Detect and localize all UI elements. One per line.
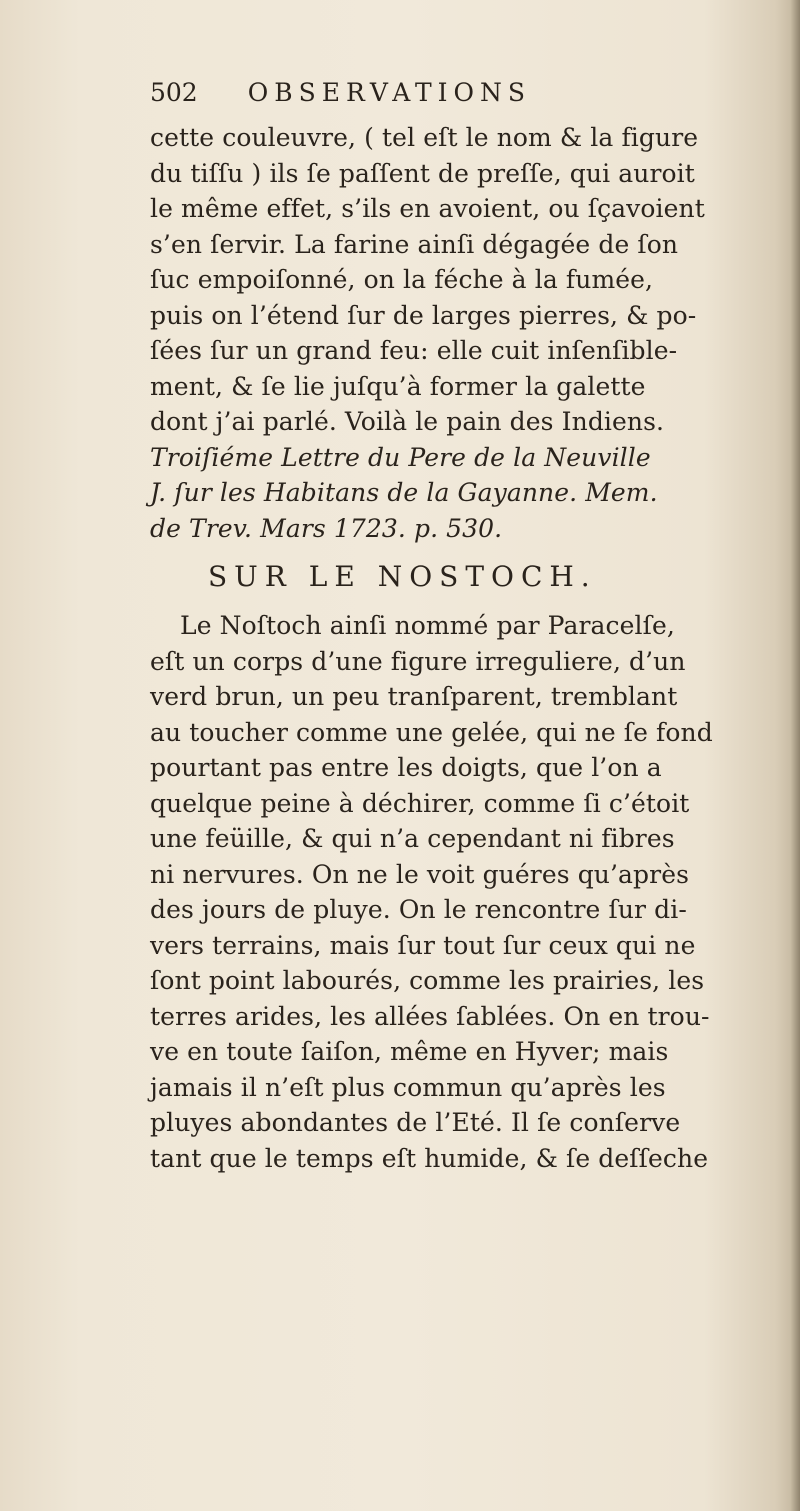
running-head: OBSERVATIONS (247, 78, 531, 107)
text-line: cette couleuvre, ( tel eſt le nom & la figure (150, 123, 699, 152)
text-line: au toucher comme une gelée, qui ne ſe fond (150, 717, 713, 747)
text-line: jamais il n’eſt plus commun qu’après les (150, 1072, 666, 1102)
text-line: verd brun, un peu tranſparent, tremblant (150, 682, 678, 711)
text-line: ſont point labourés, comme les prairies, les (150, 966, 705, 995)
section-title: SUR LE NOSTOCH. (208, 560, 597, 593)
page-header (150, 78, 790, 120)
citation-line: de Trev. Mars 1723. p. 530. (150, 513, 503, 543)
paragraph-1 (150, 120, 790, 440)
text-line: quelque peine à déchirer, comme ſi c’étoit (150, 788, 690, 818)
text-line: le même effet, s’ils en avoient, ou ſçavoient (150, 194, 705, 223)
text-line: dont j’ai parlé. Voilà le pain des Indiens. (150, 407, 665, 436)
text-line: pourtant pas entre les doigts, que l’on a (150, 753, 662, 782)
text-line: terres arides, les allées ſablées. On en trou- (150, 1001, 710, 1031)
page-number: 502 (150, 78, 198, 107)
text-line: eſt un corps d’une figure irreguliere, d’un (150, 646, 686, 676)
text-line: vers terrains, mais ſur tout ſur ceux qui ne (150, 930, 696, 960)
text-line: puis on l’étend ſur de larges pierres, & po- (150, 300, 697, 330)
text-line: Le Noſtoch ainſi nommé par Paracelſe, (180, 611, 675, 640)
text-line: du tiſſu ) ils ſe paſſent de preſſe, qui auroit (150, 158, 695, 188)
paragraph-2 (150, 608, 790, 1176)
text-line: pluyes abondantes de l’Eté. Il ſe conſerve (150, 1108, 681, 1137)
text-line: tant que le temps eſt humide, & ſe deſſeche (150, 1143, 709, 1173)
text-line: ſuc empoiſonné, on la féche à la fumée, (150, 265, 654, 294)
citation-line: Troiſiéme Lettre du Pere de la Neuville (150, 442, 651, 472)
page-edge (790, 0, 800, 1511)
text-line: ve en toute ſaiſon, même en Hyver; mais (150, 1037, 669, 1066)
page-text (150, 78, 790, 1176)
text-line: ment, & ſe lie juſqu’à former la galette (150, 371, 646, 401)
citation (150, 440, 790, 547)
text-line: ſées ſur un grand feu: elle cuit inſenſible- (150, 336, 678, 365)
text-line: des jours de pluye. On le rencontre ſur di- (150, 895, 687, 924)
text-line: s’en ſervir. La farine ainſi dégagée de ſon (150, 229, 679, 259)
text-line: une feüille, & qui n’a cependant ni fibres (150, 824, 675, 853)
citation-line: J. ſur les Habitans de la Gayanne. Mem. (150, 478, 658, 507)
text-line: ni nervures. On ne le voit guéres qu’après (150, 859, 690, 889)
